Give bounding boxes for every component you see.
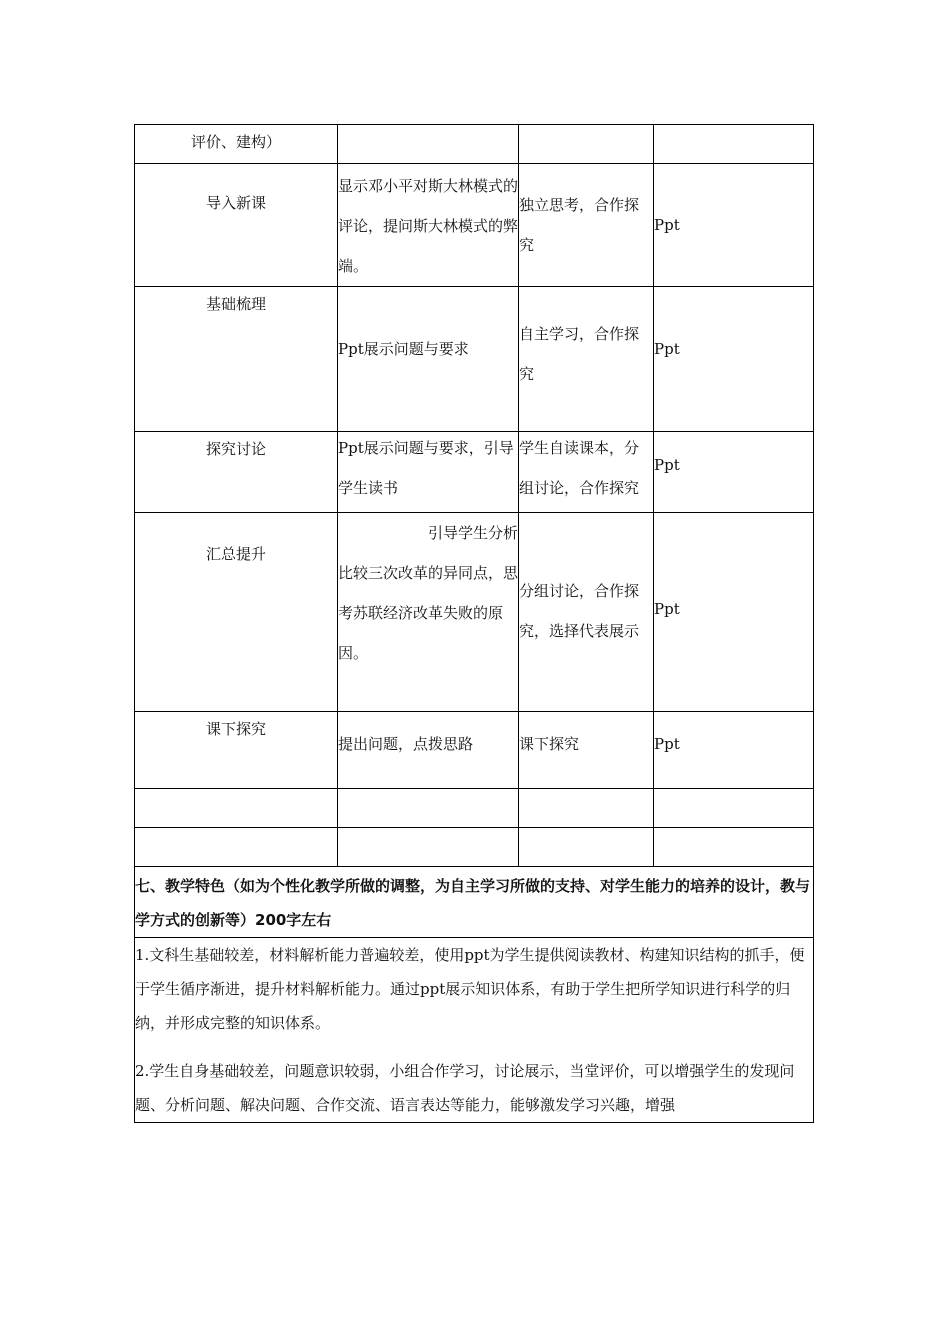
teacher-activity: 显示邓小平对斯大林模式的评论，提问斯大林模式的弊端。 xyxy=(338,177,519,275)
student-cell xyxy=(519,125,654,164)
student-cell xyxy=(519,164,654,287)
student-cell xyxy=(519,287,654,432)
student-cell xyxy=(519,712,654,789)
teacher-cell xyxy=(338,164,519,287)
media-label: Ppt xyxy=(654,456,680,474)
teacher-cell xyxy=(338,712,519,789)
media-cell xyxy=(654,125,814,164)
lesson-process-table xyxy=(134,124,814,1123)
empty-cell xyxy=(135,828,338,867)
stage-cell xyxy=(135,712,338,789)
empty-cell xyxy=(338,789,519,828)
teacher-activity: Ppt展示问题与要求，引导学生读书 xyxy=(338,439,514,497)
feature-paragraph-2: 2.学生自身基础较差，问题意识较弱，小组合作学习，讨论展示，当堂评价，可以增强学生的发现问题、分析问题、解决问题、合作交流、语言表达等能力，能够激发学习兴趣，增强 xyxy=(135,1062,795,1114)
media-label: Ppt xyxy=(654,600,680,618)
stage-cell xyxy=(135,513,338,712)
table-row xyxy=(135,712,814,789)
section-title-row xyxy=(135,867,814,938)
section-title: 七、教学特色（如为个性化教学所做的调整，为自主学习所做的支持、对学生能力的培养的设计，教与学方式的创新等）200字左右 xyxy=(135,867,814,938)
media-cell xyxy=(654,432,814,513)
empty-cell xyxy=(654,828,814,867)
stage-label: 课下探究 xyxy=(205,720,266,738)
table-row xyxy=(135,432,814,513)
media-label: Ppt xyxy=(654,735,680,753)
stage-label: 基础梳理 xyxy=(205,295,266,313)
student-activity: 自主学习，合作探究 xyxy=(519,325,640,383)
empty-cell xyxy=(519,789,654,828)
teacher-cell xyxy=(338,125,519,164)
media-cell xyxy=(654,164,814,287)
teacher-cell xyxy=(338,432,519,513)
table-row xyxy=(135,164,814,287)
student-cell xyxy=(519,513,654,712)
stage-label: 探究讨论 xyxy=(205,440,266,458)
stage-cell xyxy=(135,164,338,287)
section-content-row xyxy=(135,938,814,1123)
empty-cell xyxy=(519,828,654,867)
stage-label: 导入新课 xyxy=(205,194,266,212)
feature-paragraph-1: 1.文科生基础较差，材料解析能力普遍较差，使用ppt为学生提供阅读教材、构建知识结构的抓手，便于学生循序渐进，提升材料解析能力。通过ppt展示知识体系，有助于学生把所学知识进行科学的归纳，并形成完整的知识体系。 xyxy=(135,946,805,1032)
table-row xyxy=(135,828,814,867)
empty-cell xyxy=(654,789,814,828)
media-cell xyxy=(654,712,814,789)
table-row xyxy=(135,125,814,164)
teacher-activity: 比较三次改革的异同点，思考苏联经济改革失败的原因。 xyxy=(338,564,519,662)
teacher-activity-first-line: 引导学生分析 xyxy=(427,524,518,542)
student-activity: 学生自读课本，分组讨论，合作探究 xyxy=(519,439,640,497)
empty-cell xyxy=(338,828,519,867)
empty-cell xyxy=(135,789,338,828)
section-content xyxy=(135,938,814,1123)
table-row xyxy=(135,287,814,432)
teacher-activity: Ppt展示问题与要求 xyxy=(338,340,469,358)
stage-label: 评价、建构） xyxy=(190,133,281,151)
stage-cell xyxy=(135,287,338,432)
stage-cell xyxy=(135,432,338,513)
student-activity: 分组讨论，合作探究，选择代表展示 xyxy=(519,582,640,640)
stage-label: 汇总提升 xyxy=(205,545,266,563)
teacher-activity: 提出问题，点拨思路 xyxy=(338,735,474,753)
teacher-cell xyxy=(338,513,519,712)
media-label: Ppt xyxy=(654,340,680,358)
media-label: Ppt xyxy=(654,216,680,234)
student-cell xyxy=(519,432,654,513)
teacher-cell xyxy=(338,287,519,432)
table-row xyxy=(135,513,814,712)
media-cell xyxy=(654,513,814,712)
stage-cell xyxy=(135,125,338,164)
media-cell xyxy=(654,287,814,432)
student-activity: 独立思考，合作探究 xyxy=(519,196,640,254)
student-activity: 课下探究 xyxy=(519,735,580,753)
table-row xyxy=(135,789,814,828)
